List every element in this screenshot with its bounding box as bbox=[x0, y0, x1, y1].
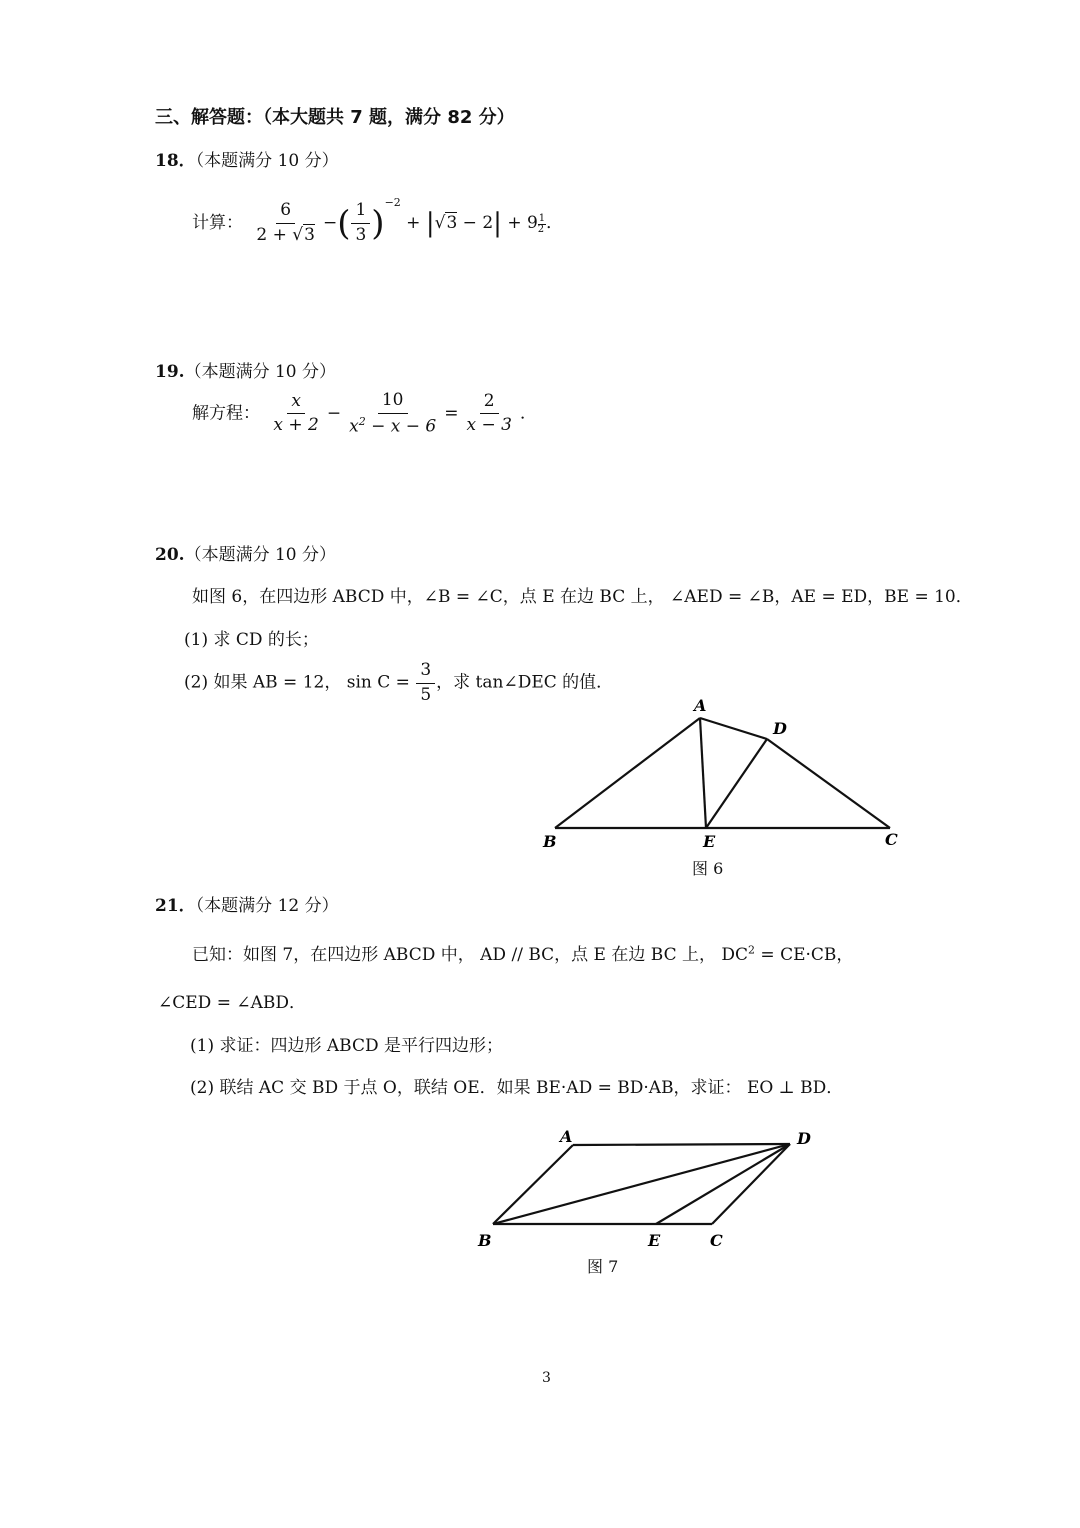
label-d: D bbox=[773, 719, 787, 738]
question-19-number: 19. bbox=[155, 362, 185, 382]
segment-dc bbox=[767, 739, 890, 828]
question-19-header bbox=[155, 357, 336, 382]
question-20-score: （本题满分 10 分） bbox=[184, 545, 337, 565]
question-20-part-1: (1) 求 CD 的长； bbox=[184, 630, 319, 650]
question-20-header bbox=[155, 540, 336, 565]
left-paren: ( bbox=[337, 203, 351, 244]
abs-left-bar: | bbox=[425, 208, 435, 239]
segment-ad bbox=[573, 1144, 790, 1145]
segment-ab bbox=[555, 718, 700, 828]
label-a: A bbox=[694, 696, 707, 715]
half-den: 2 bbox=[537, 224, 545, 236]
right-paren: ) bbox=[371, 203, 385, 244]
fraction-one-third bbox=[351, 201, 370, 245]
plus-nine: + 9 bbox=[501, 213, 538, 233]
label-e: E bbox=[648, 1231, 661, 1250]
fraction-numerator: 10 bbox=[378, 391, 408, 414]
figure-7-caption: 图 7 bbox=[587, 1257, 619, 1276]
abs-right-bar: | bbox=[493, 208, 502, 239]
label-c: C bbox=[885, 830, 898, 849]
question-19-equation bbox=[192, 391, 537, 437]
question-18-score: （本题满分 10 分） bbox=[195, 151, 339, 171]
fraction-numerator: x bbox=[287, 392, 305, 415]
segment-ae bbox=[700, 718, 706, 828]
plus-sign: + bbox=[400, 213, 426, 233]
label-c: C bbox=[710, 1231, 723, 1250]
fraction-denominator: 3 bbox=[355, 225, 367, 245]
segment-ad bbox=[700, 718, 767, 739]
question-18-prompt: 计算： bbox=[192, 213, 243, 233]
fraction-numerator: 2 bbox=[480, 392, 499, 415]
figure-6 bbox=[535, 695, 915, 855]
sqrt-3-abs: 3 bbox=[446, 213, 458, 233]
question-19-prompt: 解方程： bbox=[192, 403, 260, 424]
half-num: 1 bbox=[538, 213, 546, 225]
label-a: A bbox=[560, 1127, 573, 1146]
question-21-stem-line-2: ∠CED = ∠ABD． bbox=[158, 993, 306, 1013]
question-18-number: 18． bbox=[155, 151, 196, 171]
exponent-one-half bbox=[538, 214, 546, 235]
fraction-10-over-quadratic bbox=[345, 391, 440, 437]
fraction-3-over-5 bbox=[416, 661, 435, 705]
question-21-number: 21． bbox=[155, 896, 196, 916]
fraction-denominator: 2 + √3 bbox=[256, 225, 315, 245]
section-heading: 三、解答题：（本大题共 7 题，满分 82 分） bbox=[155, 107, 515, 128]
fraction-numerator: 1 bbox=[351, 201, 370, 224]
abs-rest: − 2 bbox=[457, 213, 494, 233]
fraction-6-over-2-plus-root3 bbox=[252, 201, 319, 245]
question-20-number: 20. bbox=[155, 545, 185, 565]
stem-text-a: 已知：如图 7，在四边形 ABCD 中， AD // BC，点 E 在边 BC 上， DC bbox=[192, 945, 749, 965]
label-d: D bbox=[797, 1129, 811, 1148]
fraction-x-over-x-plus-2 bbox=[269, 392, 322, 436]
sqrt-3: 3 bbox=[304, 225, 315, 245]
part-2-text-b: ，求 tan∠DEC 的值． bbox=[436, 672, 614, 693]
part-2-text-a: (2) 如果 AB = 12， sin C = bbox=[184, 672, 416, 693]
fraction-denominator: x − 3 bbox=[466, 415, 512, 436]
question-21-header bbox=[155, 891, 339, 916]
fraction-denominator: x + 2 bbox=[273, 415, 319, 436]
figure-6-caption: 图 6 bbox=[692, 859, 724, 878]
fraction-2-over-x-minus-3 bbox=[462, 392, 515, 436]
label-e: E bbox=[703, 832, 716, 851]
equals-sign: = bbox=[444, 403, 459, 424]
label-b: B bbox=[543, 832, 557, 851]
question-18-expression: 计算： $\frac{6}{2 + √3}$ −( $\frac{1}{3}$ )$^{-2}$ + |√3 − 2| + 9 $\frac{1}{2}$ ． bbox=[192, 196, 564, 245]
q19-end: ． bbox=[519, 403, 537, 424]
fraction-denominator: 5 bbox=[420, 684, 432, 705]
question-21-stem-line-1 bbox=[192, 940, 853, 965]
question-18-header bbox=[155, 146, 339, 171]
question-20-stem: 如图 6，在四边形 ABCD 中，∠B = ∠C，点 E 在边 BC 上， ∠AED = ∠B，AE = ED，BE = 10． bbox=[192, 587, 973, 607]
page-number: 3 bbox=[542, 1370, 551, 1386]
q18-end: ． bbox=[546, 213, 564, 233]
den-part: 2 + bbox=[256, 225, 293, 245]
question-21-part-1: (1) 求证：四边形 ABCD 是平行四边形； bbox=[190, 1036, 504, 1056]
minus-sign: − bbox=[326, 403, 342, 424]
label-b: B bbox=[478, 1231, 492, 1250]
segment-bd bbox=[493, 1144, 790, 1224]
minus-sign: − bbox=[322, 213, 338, 233]
den-x: x bbox=[349, 416, 359, 437]
den-exp: 2 bbox=[358, 414, 366, 428]
exponent-neg2: −2 bbox=[384, 196, 401, 209]
fraction-numerator: 6 bbox=[276, 201, 295, 224]
fraction-denominator bbox=[345, 414, 440, 437]
stem-text-b: = CE·CB， bbox=[755, 945, 854, 965]
den-rest: − x − 6 bbox=[365, 416, 437, 437]
segment-ed bbox=[706, 739, 767, 828]
stem-exponent: 2 bbox=[748, 943, 756, 957]
question-21-score: （本题满分 12 分） bbox=[195, 896, 339, 916]
question-21-part-2: (2) 联结 AC 交 BD 于点 O，联结 OE．如果 BE·AD = BD·AB，求证： EO ⊥ BD． bbox=[190, 1078, 844, 1098]
figure-7 bbox=[470, 1122, 820, 1252]
question-19-score: （本题满分 10 分） bbox=[184, 362, 337, 382]
fraction-numerator: 3 bbox=[416, 661, 435, 684]
